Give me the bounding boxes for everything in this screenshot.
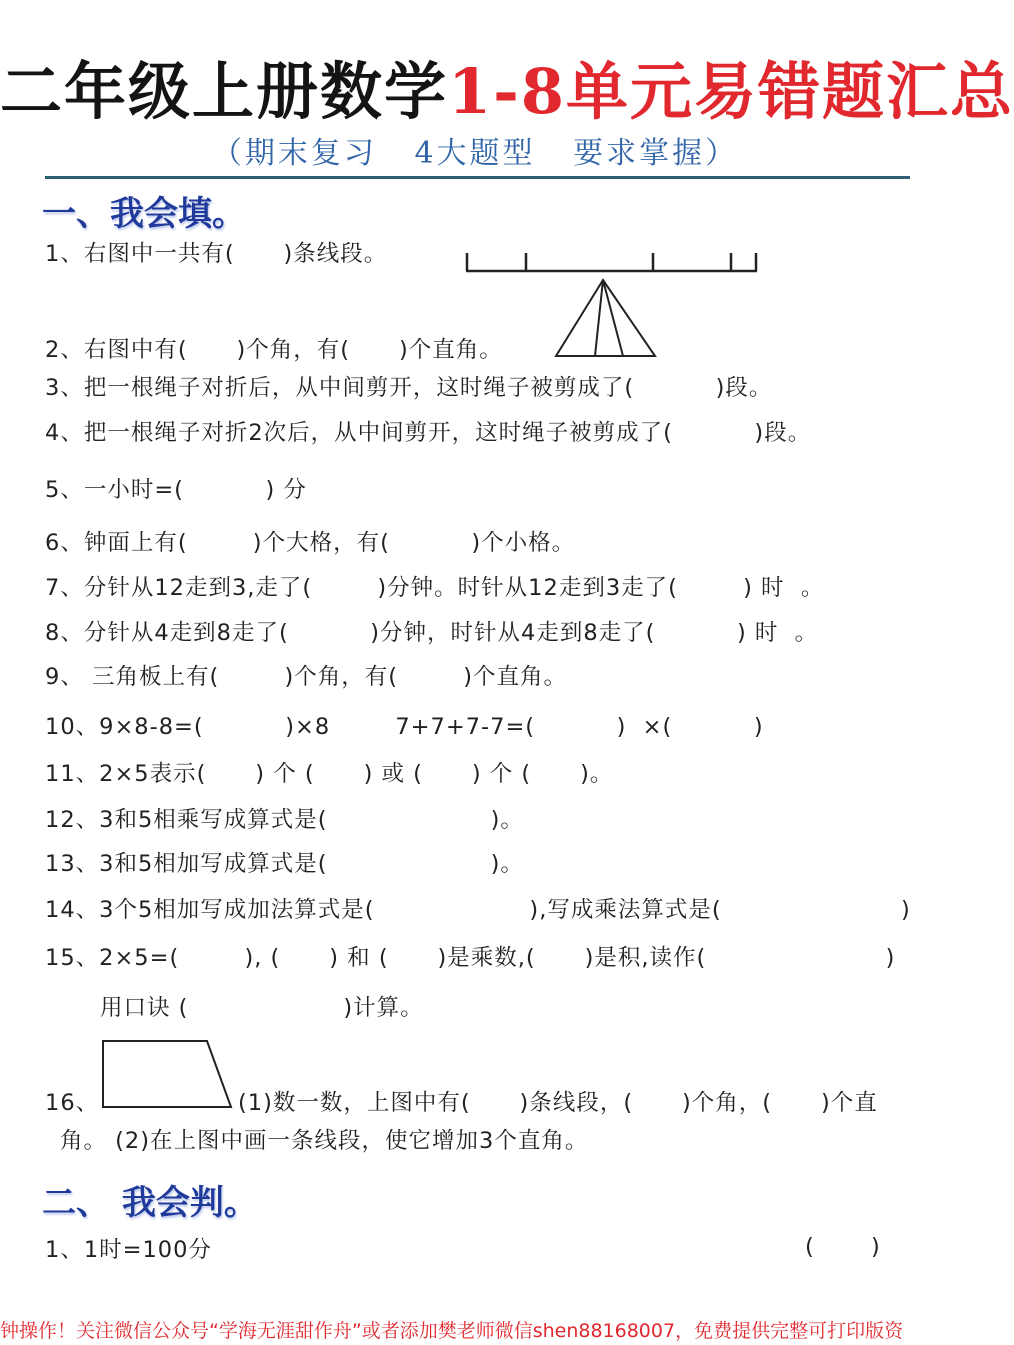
question-13: 13、3和5相加写成算式是( )。 [45, 851, 524, 877]
title-divider [45, 176, 910, 179]
question-14: 14、3个5相加写成加法算式是( ),写成乘法算式是( ) [45, 897, 911, 923]
judge-answer-box-1: ( ) [805, 1234, 880, 1260]
question-15-continued: 用口诀 ( )计算。 [100, 995, 424, 1021]
section-fill-heading: 一、我会填。 [42, 194, 246, 234]
page-title [0, 42, 1014, 131]
triangle-angles-figure [553, 277, 659, 359]
question-1: 1、右图中一共有( )条线段。 [45, 241, 388, 267]
section-judge-heading: 二、 我会判。 [42, 1183, 258, 1223]
question-8: 8、分针从4走到8走了( )分钟，时针从4走到8走了( ) 时 。 [45, 620, 819, 646]
question-12: 12、3和5相乘写成算式是( )。 [45, 807, 524, 833]
question-6: 6、钟面上有( )个大格，有( )个小格。 [45, 530, 576, 556]
question-11: 11、2×5表示( ) 个 ( ) 或 ( ) 个 ( )。 [45, 761, 614, 787]
question-4: 4、把一根绳子对折2次后，从中间剪开，这时绳子被剪成了( )段。 [45, 420, 812, 446]
footer-banner: 钟操作！关注微信公众号“学海无涯甜作舟”或者添加樊老师微信shen88168007，免费提供完整可打印版资 [0, 1320, 904, 1342]
question-16-part2: 角。 (2)在上图中画一条线段，使它增加3个直角。 [60, 1128, 589, 1154]
question-16-number: 16、 [45, 1090, 100, 1116]
title-main: 二年级上册数学 [0, 55, 449, 128]
question-15: 15、2×5=( ), ( ) 和 ( )是乘数,( )是积,读作( ) [45, 945, 896, 971]
line-segments-figure [464, 248, 760, 276]
question-7: 7、分针从12走到3,走了( )分钟。时针从12走到3走了( ) 时 。 [45, 575, 825, 601]
question-5: 5、一小时=( ) 分 [45, 477, 307, 503]
question-9: 9、 三角板上有( )个角，有( )个直角。 [45, 664, 568, 690]
question-3: 3、把一根绳子对折后，从中间剪开，这时绳子被剪成了( )段。 [45, 375, 773, 401]
question-10: 10、9×8-8=( )×8 7+7+7-7=( ) ×( ) [45, 714, 764, 740]
question-16-part1: (1)数一数，上图中有( )条线段，( )个角，( )个直 [238, 1090, 878, 1116]
trapezoid-figure [100, 1038, 236, 1112]
judge-question-1: 1、1时=100分 [45, 1237, 212, 1263]
question-2: 2、右图中有( )个角，有( )个直角。 [45, 337, 503, 363]
page-subtitle: （期末复习 4大题型 要求掌握） [211, 136, 739, 171]
title-highlight: 1-8单元易错题汇总 [448, 55, 1014, 128]
